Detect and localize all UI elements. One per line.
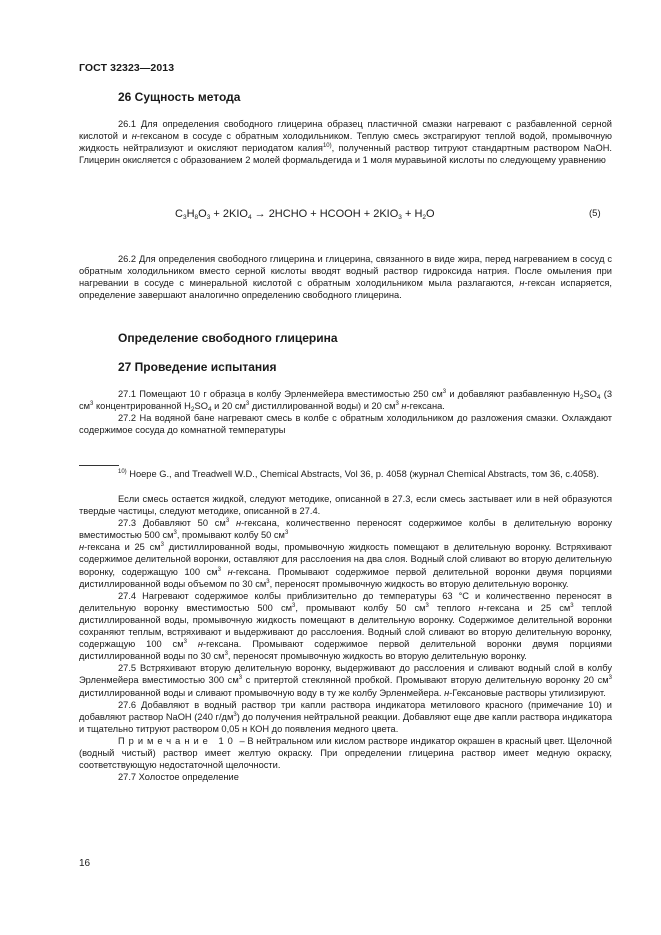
note-10-label: Примечание 10 bbox=[118, 735, 237, 746]
page-number: 16 bbox=[79, 858, 91, 869]
paragraph-27-1-2: 27.1 Помещают 10 г образца в колбу Эрленмейера вместимостью 250 $см^3$ и добавляют разбавленную $H_2SO_4$ (3 $см^3$ концентрированной $H_2SO_4$ и 20 $см^3$ дистиллированной воды) и 20 $см^3$ н-гексана. 27.2 На водяной бане нагревают смесь в колбе с обратным холодильником до разложения смазки. Охлаждают содержимое сосуда до комнатной температуры bbox=[79, 389, 613, 436]
reaction-equation: $C_3H_8O_3 + 2KIO_4$ → 2HCHO + HCOOH + $2KIO_3 + H_2O$ bbox=[175, 208, 435, 221]
section-27-title: 27 Проведение испытания bbox=[118, 360, 277, 374]
section-26-title: 26 Сущность метода bbox=[118, 90, 241, 104]
paragraph-27-2-cont-to-27-7: Если смесь остается жидкой, следуют методике, описанной в 27.3, если смесь застывает или в ней образуются твердые частицы, следуют методике, описанной в 27.4. 27.3 Добавляют 50 $см^3$ н-гексана, количественно переносят содержимое колбы в делительную воронку вместимостью 500 $см^3$, промывают колбу 50 $см^3$ н-гексана и 25 $см^3$ дистиллированной воды, промывочную жидкость помещают в делительную воронку. Встряхивают содержимое делительной воронки, оставляют для расслоения на два слоя. Водный слой сливают во вторую делительную воронку, содержащую 100 $см^3$ н-гексана. Промывают содержимое первой делительной воронки двумя порциями дистиллированной воды объемом по 30 $см^3$, переносят промывочную жидкость во вторую делительную воронку. 27.4 Нагревают содержимое колбы приблизительно до температуры 63 °С и количественно переносят в делительную воронку вместимостью 500 $см^3$, промывают колбу 50 $см^3$ теплого н-гексана и 25 $см^3$ теплой дистиллированной воды, промывочную жидкость помещают в делительную воронку. Содержимое делительной воронки сохраняют теплым, встряхивают и выдерживают до расслоения. Водный слой сливают во вторую делительную воронку, содержащую 100 $см^3$ н-гексана. Промывают содержимое первой делительной воронки двумя порциями дистиллированной воды по 30 $см^3$, переносят промывочную жидкость во вторую делительную воронку. 27.5 Встряхивают вторую делительную воронку, выдерживают до расслоения и сливают водный слой в колбу Эрленмейера вместимостью 300 $см^3$ с притертой стеклянной пробкой. Промывают вторую делительную воронку 20 $см^3$ дистиллированной воды и сливают промывочную воду в ту же колбу Эрленмейера. н-Гексановые растворы утилизируют. 27.6 Добавляют в водный раствор три капли раствора индикатора метилового красного (примечание 10) и добавляют раствор NaOH (240 $г/дм^3$) до получения нейтральной реакции. Добавляют еще две капли раствора индикатора и тщательно титруют раствором 0,05 н КОН до появления медного цвета. Примечание 10 – В нейтральном или кислом растворе индикатор окрашен в красный цвет. Щелочной (водный чистый) раствор имеет желтую окраску. При определении глицерина раствор имеет медную окраску, соответствующую недостаточной щелочности. 27.7 Холостое определение bbox=[79, 494, 613, 783]
heading-free-glycerol: Определение свободного глицерина bbox=[118, 331, 338, 345]
paragraph-26-2: 26.2 Для определения свободного глицерина и глицерина, связанного в виде жира, перед нагреванием в сосуд с обратным холодильником вместо серной кислоты вводят водный раствор гидроксида натрия. После омыления при нагревании в сосуде с минеральной кислотой с обратным холодильником мыла разлагаются, н-гексан испаряется, определение завершают аналогично определению свободного глицерина. bbox=[79, 254, 613, 301]
footnote-10: $^{10)}$ Hoepe G., and Treadwell W.D., Chemical Abstracts, Vol 36, p. 4058 (журнал Chemical Abstracts, том 36, с.4058). bbox=[118, 469, 599, 479]
equation-number: (5) bbox=[589, 208, 601, 219]
document-header: ГОСТ 32323—2013 bbox=[79, 62, 175, 74]
paragraph-26-1: 26.1 Для определения свободного глицерина образец пластичной смазки нагревают с разбавленной серной кислотой и н-гексаном в сосуде с обратным холодильником. Теплую смесь экстрагируют теплой водой, промывочную жидкость нейтрализуют и окисляют периодатом калия$^{10)}$, полученный раствор титруют стандартным раствором NaOH. Глицерин окисляется с образованием 2 молей формальдегида и 1 моля муравьиной кислоты по следующему уравнению bbox=[79, 119, 613, 166]
footnote-separator bbox=[79, 465, 119, 466]
